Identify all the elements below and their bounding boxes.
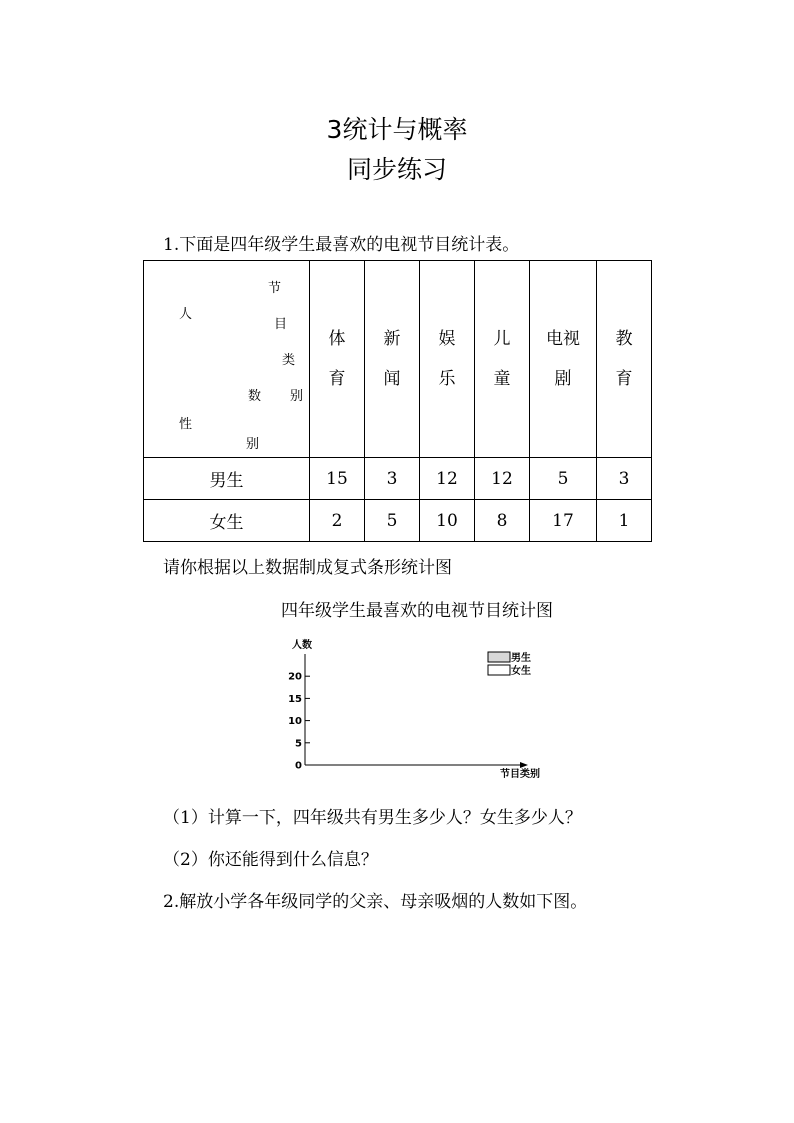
table-cell: 15 <box>310 458 365 500</box>
column-header-education: 教 育 <box>597 261 652 458</box>
chart-title: 四年级学生最喜欢的电视节目统计图 <box>281 601 553 621</box>
table-cell: 5 <box>530 458 597 500</box>
table-cell: 12 <box>475 458 530 500</box>
x-axis-arrow <box>520 762 528 768</box>
header-char: 目 <box>274 317 288 332</box>
table-cell: 3 <box>365 458 420 500</box>
header-char: 人 <box>179 307 193 322</box>
header-char: 节 <box>268 281 282 296</box>
column-header-tv-drama: 电视 剧 <box>530 261 597 458</box>
table-cell: 12 <box>420 458 475 500</box>
sub-question-1: （1）计算一下，四年级共有男生多少人？女生多少人？ <box>163 808 582 828</box>
column-header-entertainment: 娱 乐 <box>420 261 475 458</box>
column-header-news: 新 闻 <box>365 261 420 458</box>
table-cell: 1 <box>597 500 652 542</box>
question-1-prompt: 1.下面是四年级学生最喜欢的电视节目统计表。 <box>163 235 520 255</box>
table-cell: 3 <box>597 458 652 500</box>
page-subtitle: 同步练习 <box>346 155 447 184</box>
column-header-children: 儿 童 <box>475 261 530 458</box>
tv-program-table <box>143 260 652 542</box>
question-2-prompt: 2.解放小学各年级同学的父亲、母亲吸烟的人数如下图。 <box>163 892 588 912</box>
row-label: 女生 <box>144 500 310 542</box>
chart-instruction: 请你根据以上数据制成复式条形统计图 <box>163 558 452 578</box>
page-title: 3统计与概率 <box>326 115 468 144</box>
legend-label-girls: 女生 <box>511 666 531 677</box>
y-tick-label: 5 <box>295 738 302 750</box>
table-cell: 2 <box>310 500 365 542</box>
table-cell: 8 <box>475 500 530 542</box>
header-char: 别 <box>290 389 304 404</box>
header-char: 数 <box>248 389 262 404</box>
sub-question-2: （2）你还能得到什么信息？ <box>163 850 378 870</box>
header-char: 性 <box>179 417 193 432</box>
x-axis-label: 节目类别 <box>500 769 540 780</box>
y-tick-label: 10 <box>288 716 302 728</box>
table-row <box>144 500 652 542</box>
column-header-sports: 体 育 <box>310 261 365 458</box>
header-char: 类 <box>282 353 296 368</box>
empty-bar-chart <box>280 630 580 790</box>
y-tick-label: 20 <box>288 671 302 683</box>
table-cell: 10 <box>420 500 475 542</box>
y-tick-label: 15 <box>288 693 302 705</box>
diagonal-header-cell <box>144 261 310 458</box>
legend-swatch-boys <box>488 652 510 662</box>
table-cell: 5 <box>365 500 420 542</box>
header-char: 别 <box>246 437 260 452</box>
row-label: 男生 <box>144 458 310 500</box>
table-cell: 17 <box>530 500 597 542</box>
y-tick-label: 0 <box>295 760 302 772</box>
table-row <box>144 458 652 500</box>
legend-label-boys: 男生 <box>511 653 531 664</box>
y-axis-label: 人数 <box>292 640 312 651</box>
legend-swatch-girls <box>488 665 510 675</box>
